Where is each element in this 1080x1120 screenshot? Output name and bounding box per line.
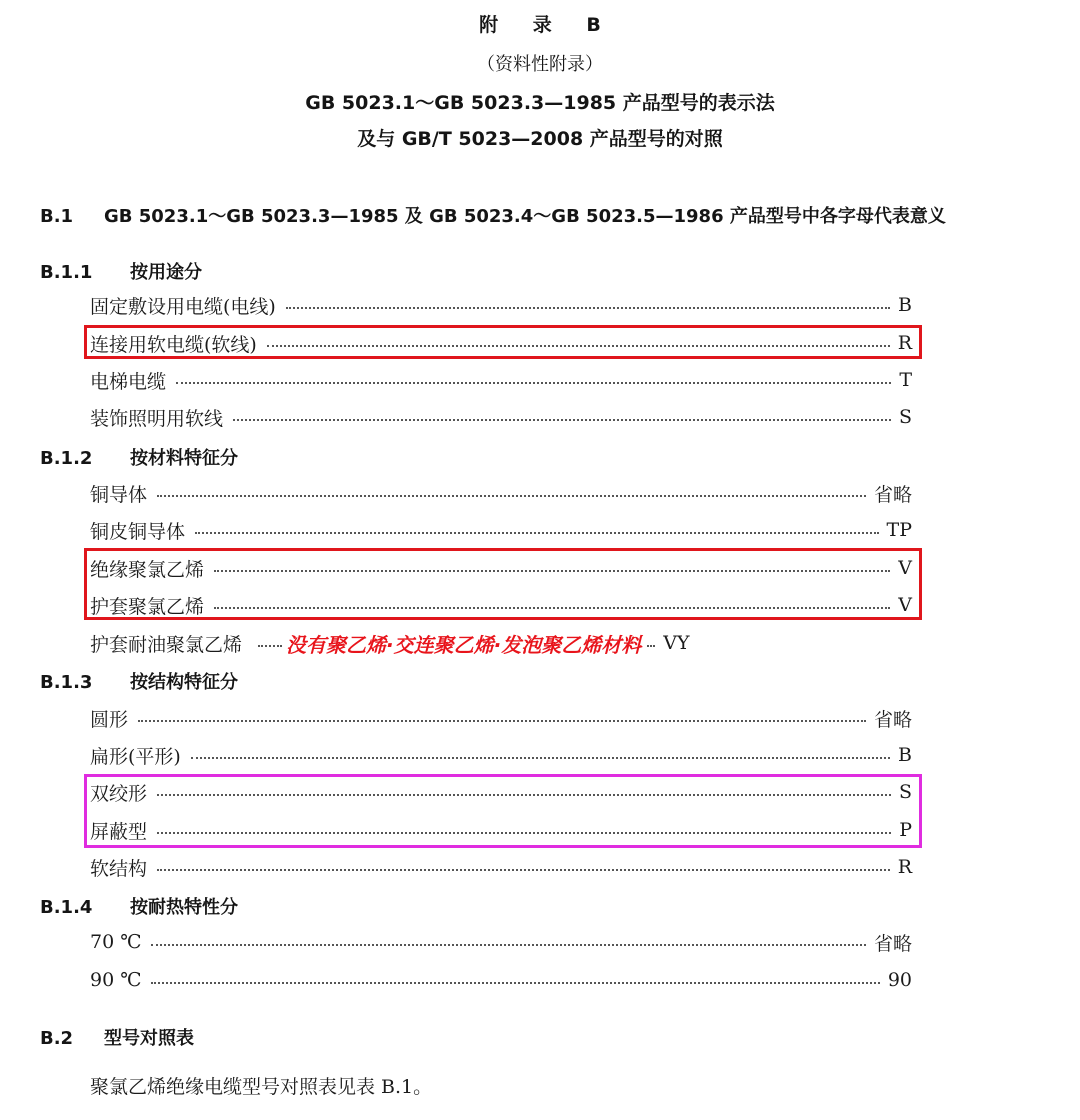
item-code: B (898, 744, 912, 766)
item-code: R (897, 332, 912, 354)
item-code: S (898, 406, 912, 428)
section-title: 按耐热特性分 (130, 897, 238, 918)
list-item (90, 628, 912, 658)
section-b2-heading (40, 1024, 194, 1050)
highlight-box-magenta (84, 774, 922, 848)
section-number: B.1 (40, 206, 74, 227)
list-item (90, 927, 912, 957)
item-label: 扁形(平形) (90, 745, 181, 768)
item-label: 铜皮铜导体 (90, 520, 186, 543)
section-title: 型号对照表 (104, 1028, 194, 1049)
section-title: 按材料特征分 (130, 448, 238, 469)
section-b12-heading (40, 444, 238, 470)
leader-dots (151, 944, 866, 946)
item-code: P (899, 819, 912, 841)
item-code: TP (886, 519, 912, 541)
section-b1-heading (40, 202, 946, 228)
item-label: 绝缘聚氯乙烯 (90, 558, 205, 581)
item-code: 90 (887, 969, 912, 991)
list-item (90, 402, 912, 432)
red-annotation: 没有聚乙烯·交连聚乙烯·发泡聚乙烯材料 (286, 632, 642, 657)
section-b14-heading (40, 893, 238, 919)
item-code: VY (663, 632, 690, 654)
item-label: 固定敷设用电缆(电线) (90, 295, 276, 318)
list-item (90, 852, 912, 882)
item-label: 圆形 (90, 708, 129, 731)
leader-dots (191, 757, 890, 759)
appendix-heading-line2: 及与 GB/T 5023—2008 产品型号的对照 (357, 128, 723, 150)
highlight-box-red (84, 548, 922, 620)
list-item (90, 365, 912, 395)
section-title: GB 5023.1～GB 5023.3—1985 及 GB 5023.4～GB 5023.5—1986 产品型号中各字母代表意义 (104, 206, 946, 227)
section-number: B.2 (40, 1028, 74, 1049)
item-code: S (898, 781, 912, 803)
appendix-type: （资料性附录） (477, 54, 603, 75)
list-item (90, 965, 912, 995)
list-item (90, 515, 912, 545)
leader-dots (258, 645, 282, 647)
section-b13-heading (40, 668, 238, 694)
list-item (90, 740, 912, 770)
leader-dots (157, 869, 890, 871)
list-item (90, 290, 912, 320)
highlight-box-red (84, 325, 922, 359)
section-number: B.1.4 (40, 897, 93, 918)
item-code: V (898, 557, 912, 579)
item-label: 电梯电缆 (90, 370, 167, 393)
section-title: 按结构特征分 (130, 672, 238, 693)
item-label: 护套聚氯乙烯 (90, 595, 205, 618)
leader-dots (151, 982, 879, 984)
item-code: V (898, 594, 912, 616)
leader-dots (233, 419, 891, 421)
appendix-heading-line1: GB 5023.1～GB 5023.3—1985 产品型号的表示法 (305, 92, 775, 114)
section-b11-heading (40, 258, 202, 284)
item-code: B (898, 294, 912, 316)
item-label: 护套耐油聚氯乙烯 (90, 633, 243, 656)
list-item (90, 703, 912, 733)
appendix-title: 附 录 B (479, 14, 615, 36)
item-label: 双绞形 (90, 782, 148, 805)
list-item (90, 478, 912, 508)
section-title: 按用途分 (130, 262, 202, 283)
item-label: 铜导体 (90, 483, 148, 506)
item-label: 装饰照明用软线 (90, 407, 224, 430)
item-code: 省略 (873, 483, 912, 506)
leader-dots (138, 720, 866, 722)
item-code: 省略 (873, 708, 912, 731)
leader-dots (195, 532, 879, 534)
leader-dots (176, 382, 891, 384)
item-label: 70 ℃ (90, 931, 142, 953)
leader-dots (647, 645, 655, 647)
leader-dots (286, 307, 890, 309)
leader-dots (157, 495, 866, 497)
body-paragraph: 聚氯乙烯绝缘电缆型号对照表见表 B.1。 (90, 1076, 433, 1098)
section-number: B.1.2 (40, 448, 93, 469)
item-label: 软结构 (90, 857, 148, 880)
item-label: 连接用软电缆(软线) (90, 333, 257, 356)
item-code: 省略 (873, 932, 912, 955)
item-label: 90 ℃ (90, 969, 142, 991)
section-number: B.1.1 (40, 262, 93, 283)
item-code: R (897, 856, 912, 878)
item-label: 屏蔽型 (90, 820, 148, 843)
item-code: T (899, 369, 912, 391)
section-number: B.1.3 (40, 672, 93, 693)
